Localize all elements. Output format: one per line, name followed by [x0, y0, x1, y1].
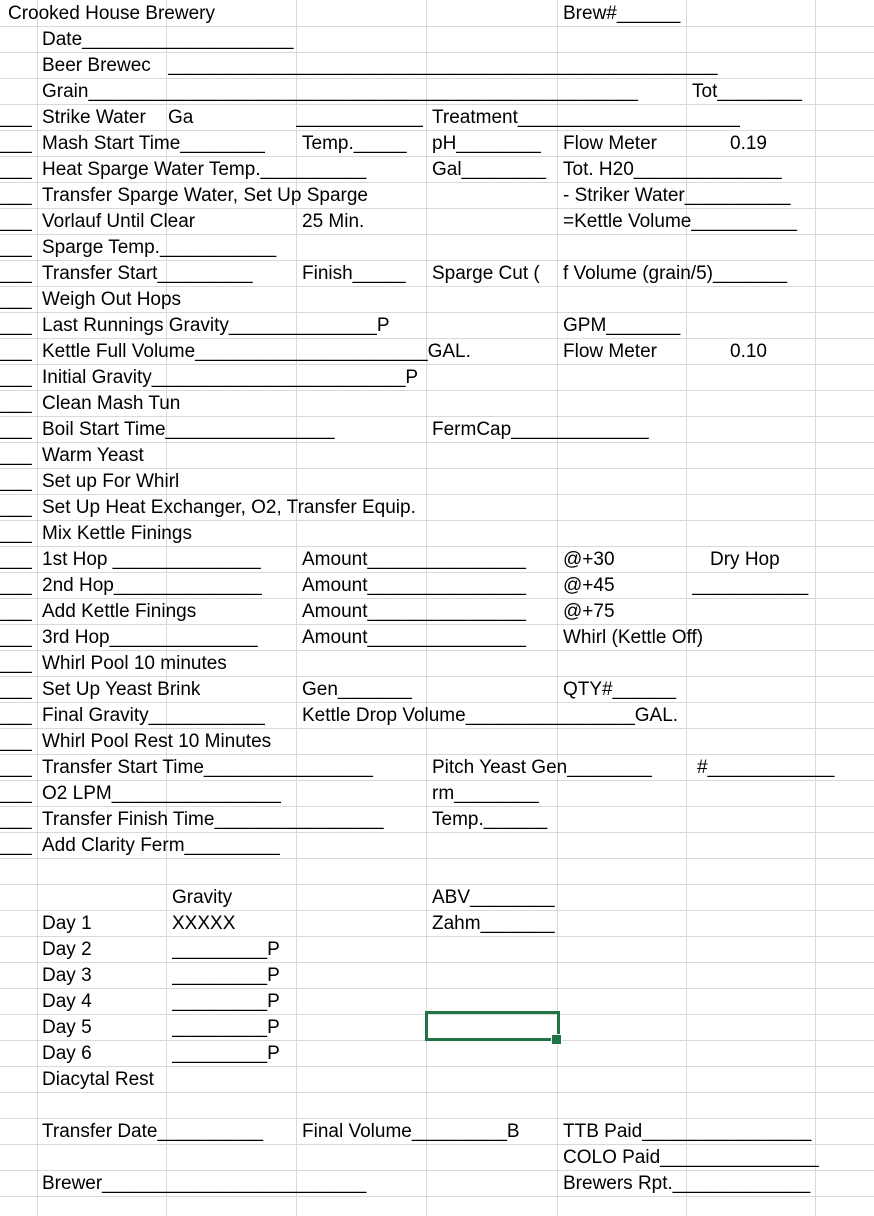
checkbox-blank-cell[interactable]: ___: [0, 107, 32, 128]
sheet-cell[interactable]: Final Gravity___________: [42, 705, 265, 726]
checkbox-blank-cell[interactable]: ___: [0, 367, 32, 388]
sheet-cell[interactable]: Weigh Out Hops: [42, 289, 182, 310]
sheet-cell[interactable]: Brewer_________________________: [42, 1173, 367, 1194]
sheet-cell[interactable]: Transfer Date__________: [42, 1121, 264, 1142]
sheet-cell[interactable]: Add Clarity Ferm_________: [42, 835, 280, 856]
checkbox-blank-cell[interactable]: ___: [0, 471, 32, 492]
sheet-cell[interactable]: 0.19: [730, 133, 767, 154]
sheet-cell[interactable]: Mix Kettle Finings: [42, 523, 192, 544]
checkbox-blank-cell[interactable]: ___: [0, 705, 32, 726]
checkbox-blank-cell[interactable]: ___: [0, 419, 32, 440]
sheet-cell[interactable]: - Striker Water__________: [563, 185, 791, 206]
sheet-cell[interactable]: Strike Water: [42, 107, 146, 128]
sheet-cell[interactable]: Day 1: [42, 913, 92, 934]
sheet-cell[interactable]: 1st Hop ______________: [42, 549, 261, 570]
sheet-cell[interactable]: pH________: [432, 133, 541, 154]
fill-handle[interactable]: [551, 1034, 562, 1045]
checkbox-blank-cell[interactable]: ___: [0, 731, 32, 752]
sheet-cell[interactable]: 2nd Hop______________: [42, 575, 262, 596]
sheet-cell[interactable]: Day 2: [42, 939, 92, 960]
sheet-cell[interactable]: _________P: [172, 991, 280, 1012]
checkbox-blank-cell[interactable]: ___: [0, 783, 32, 804]
sheet-cell[interactable]: Date____________________: [42, 29, 294, 50]
checkbox-blank-cell[interactable]: ___: [0, 679, 32, 700]
sheet-cell[interactable]: 25 Min.: [302, 211, 365, 232]
sheet-cell[interactable]: Whirl Pool Rest 10 Minutes: [42, 731, 272, 752]
sheet-cell[interactable]: f Volume (grain/5)_______: [563, 263, 787, 284]
sheet-cell[interactable]: @+30: [563, 549, 615, 570]
checkbox-blank-cell[interactable]: ___: [0, 835, 32, 856]
sheet-cell[interactable]: Flow Meter: [563, 133, 657, 154]
sheet-cell[interactable]: #____________: [697, 757, 835, 778]
sheet-cell[interactable]: _________P: [172, 1017, 280, 1038]
sheet-cell[interactable]: Initial Gravity________________________P: [42, 367, 419, 388]
checkbox-blank-cell[interactable]: ___: [0, 653, 32, 674]
sheet-cell[interactable]: Kettle Full Volume______________________GAL.: [42, 341, 471, 362]
checkbox-blank-cell[interactable]: ___: [0, 185, 32, 206]
sheet-cell[interactable]: ABV________: [432, 887, 555, 908]
sheet-cell[interactable]: Amount_______________: [302, 601, 526, 622]
sheet-cell[interactable]: Day 5: [42, 1017, 92, 1038]
sheet-cell[interactable]: ____________________________________________________: [168, 55, 718, 76]
sheet-cell[interactable]: _________P: [172, 939, 280, 960]
sheet-cell[interactable]: Amount_______________: [302, 575, 526, 596]
sheet-cell[interactable]: Whirl Pool 10 minutes: [42, 653, 227, 674]
sheet-cell[interactable]: Mash Start Time________: [42, 133, 265, 154]
sheet-cell[interactable]: @+45: [563, 575, 615, 596]
sheet-cell[interactable]: Transfer Start Time________________: [42, 757, 373, 778]
sheet-cell[interactable]: ____________: [296, 107, 423, 128]
checkbox-blank-cell[interactable]: ___: [0, 263, 32, 284]
sheet-cell[interactable]: Gen_______: [302, 679, 412, 700]
sheet-cell[interactable]: Boil Start Time________________: [42, 419, 335, 440]
sheet-cell[interactable]: Brewers Rpt._____________: [563, 1173, 811, 1194]
sheet-cell[interactable]: Clean Mash Tun: [42, 393, 181, 414]
sheet-cell[interactable]: Day 3: [42, 965, 92, 986]
checkbox-blank-cell[interactable]: ___: [0, 341, 32, 362]
sheet-cell[interactable]: Gravity: [172, 887, 233, 908]
sheet-cell[interactable]: Zahm_______: [432, 913, 555, 934]
checkbox-blank-cell[interactable]: ___: [0, 159, 32, 180]
checkbox-blank-cell[interactable]: ___: [0, 445, 32, 466]
sheet-cell[interactable]: Beer Brewec: [42, 55, 151, 76]
sheet-cell[interactable]: @+75: [563, 601, 615, 622]
sheet-cell[interactable]: Grain____________________________________________________: [42, 81, 638, 102]
sheet-cell[interactable]: Set Up Yeast Brink: [42, 679, 201, 700]
sheet-cell[interactable]: Kettle Drop Volume________________GAL.: [302, 705, 679, 726]
checkbox-blank-cell[interactable]: ___: [0, 601, 32, 622]
sheet-cell[interactable]: Day 6: [42, 1043, 92, 1064]
sheet-cell[interactable]: Flow Meter: [563, 341, 657, 362]
sheet-cell[interactable]: Day 4: [42, 991, 92, 1012]
checkbox-blank-cell[interactable]: ___: [0, 549, 32, 570]
checkbox-blank-cell[interactable]: ___: [0, 523, 32, 544]
sheet-cell[interactable]: Gal________: [432, 159, 547, 180]
sheet-cell[interactable]: Set Up Heat Exchanger, O2, Transfer Equip.: [42, 497, 416, 518]
sheet-cell[interactable]: _________P: [172, 1043, 280, 1064]
sheet-cell[interactable]: Sparge Cut (: [432, 263, 540, 284]
sheet-cell[interactable]: Warm Yeast: [42, 445, 144, 466]
checkbox-blank-cell[interactable]: ___: [0, 575, 32, 596]
sheet-cell[interactable]: Diacytal Rest: [42, 1069, 154, 1090]
checkbox-blank-cell[interactable]: ___: [0, 497, 32, 518]
sheet-cell[interactable]: XXXXX: [172, 913, 236, 934]
sheet-cell[interactable]: Last Runnings Gravity______________P: [42, 315, 390, 336]
sheet-cell[interactable]: Transfer Sparge Water, Set Up Sparge: [42, 185, 368, 206]
checkbox-blank-cell[interactable]: ___: [0, 315, 32, 336]
sheet-cell[interactable]: Add Kettle Finings: [42, 601, 197, 622]
sheet-cell[interactable]: Treatment_____________________: [432, 107, 740, 128]
sheet-cell[interactable]: Whirl (Kettle Off): [563, 627, 704, 648]
checkbox-blank-cell[interactable]: ___: [0, 133, 32, 154]
sheet-cell[interactable]: Set up For Whirl: [42, 471, 180, 492]
sheet-cell[interactable]: _________P: [172, 965, 280, 986]
sheet-cell[interactable]: Amount_______________: [302, 549, 526, 570]
checkbox-blank-cell[interactable]: ___: [0, 809, 32, 830]
sheet-cell[interactable]: Temp.______: [432, 809, 548, 830]
sheet-cell[interactable]: Brew#______: [563, 3, 681, 24]
sheet-cell[interactable]: ___________: [692, 575, 809, 596]
sheet-cell[interactable]: Temp._____: [302, 133, 407, 154]
sheet-cell[interactable]: Tot________: [692, 81, 802, 102]
sheet-cell[interactable]: Final Volume_________B: [302, 1121, 520, 1142]
sheet-cell[interactable]: Heat Sparge Water Temp.__________: [42, 159, 367, 180]
sheet-cell[interactable]: Pitch Yeast Gen________: [432, 757, 652, 778]
sheet-cell[interactable]: 0.10: [730, 341, 767, 362]
sheet-cell[interactable]: QTY#______: [563, 679, 677, 700]
checkbox-blank-cell[interactable]: ___: [0, 211, 32, 232]
sheet-cell[interactable]: O2 LPM________________: [42, 783, 281, 804]
checkbox-blank-cell[interactable]: ___: [0, 237, 32, 258]
checkbox-blank-cell[interactable]: ___: [0, 757, 32, 778]
sheet-cell[interactable]: =Kettle Volume__________: [563, 211, 798, 232]
sheet-cell[interactable]: Finish_____: [302, 263, 406, 284]
selected-cell[interactable]: [425, 1011, 560, 1041]
sheet-cell[interactable]: Crooked House Brewery: [8, 3, 215, 24]
sheet-cell[interactable]: Amount_______________: [302, 627, 526, 648]
sheet-cell[interactable]: TTB Paid________________: [563, 1121, 812, 1142]
sheet-cell[interactable]: 3rd Hop______________: [42, 627, 258, 648]
sheet-cell[interactable]: rm________: [432, 783, 539, 804]
checkbox-blank-cell[interactable]: ___: [0, 393, 32, 414]
checkbox-blank-cell[interactable]: ___: [0, 627, 32, 648]
sheet-cell[interactable]: Vorlauf Until Clear: [42, 211, 196, 232]
checkbox-blank-cell[interactable]: ___: [0, 289, 32, 310]
sheet-cell[interactable]: Tot. H20______________: [563, 159, 782, 180]
sheet-cell[interactable]: GPM_______: [563, 315, 681, 336]
sheet-cell[interactable]: FermCap_____________: [432, 419, 649, 440]
sheet-cell[interactable]: COLO Paid_______________: [563, 1147, 819, 1168]
sheet-cell[interactable]: Sparge Temp.___________: [42, 237, 277, 258]
sheet-cell[interactable]: Transfer Finish Time________________: [42, 809, 384, 830]
sheet-cell[interactable]: Transfer Start_________: [42, 263, 253, 284]
sheet-cell[interactable]: Dry Hop: [710, 549, 780, 570]
sheet-cell[interactable]: Ga: [168, 107, 194, 128]
